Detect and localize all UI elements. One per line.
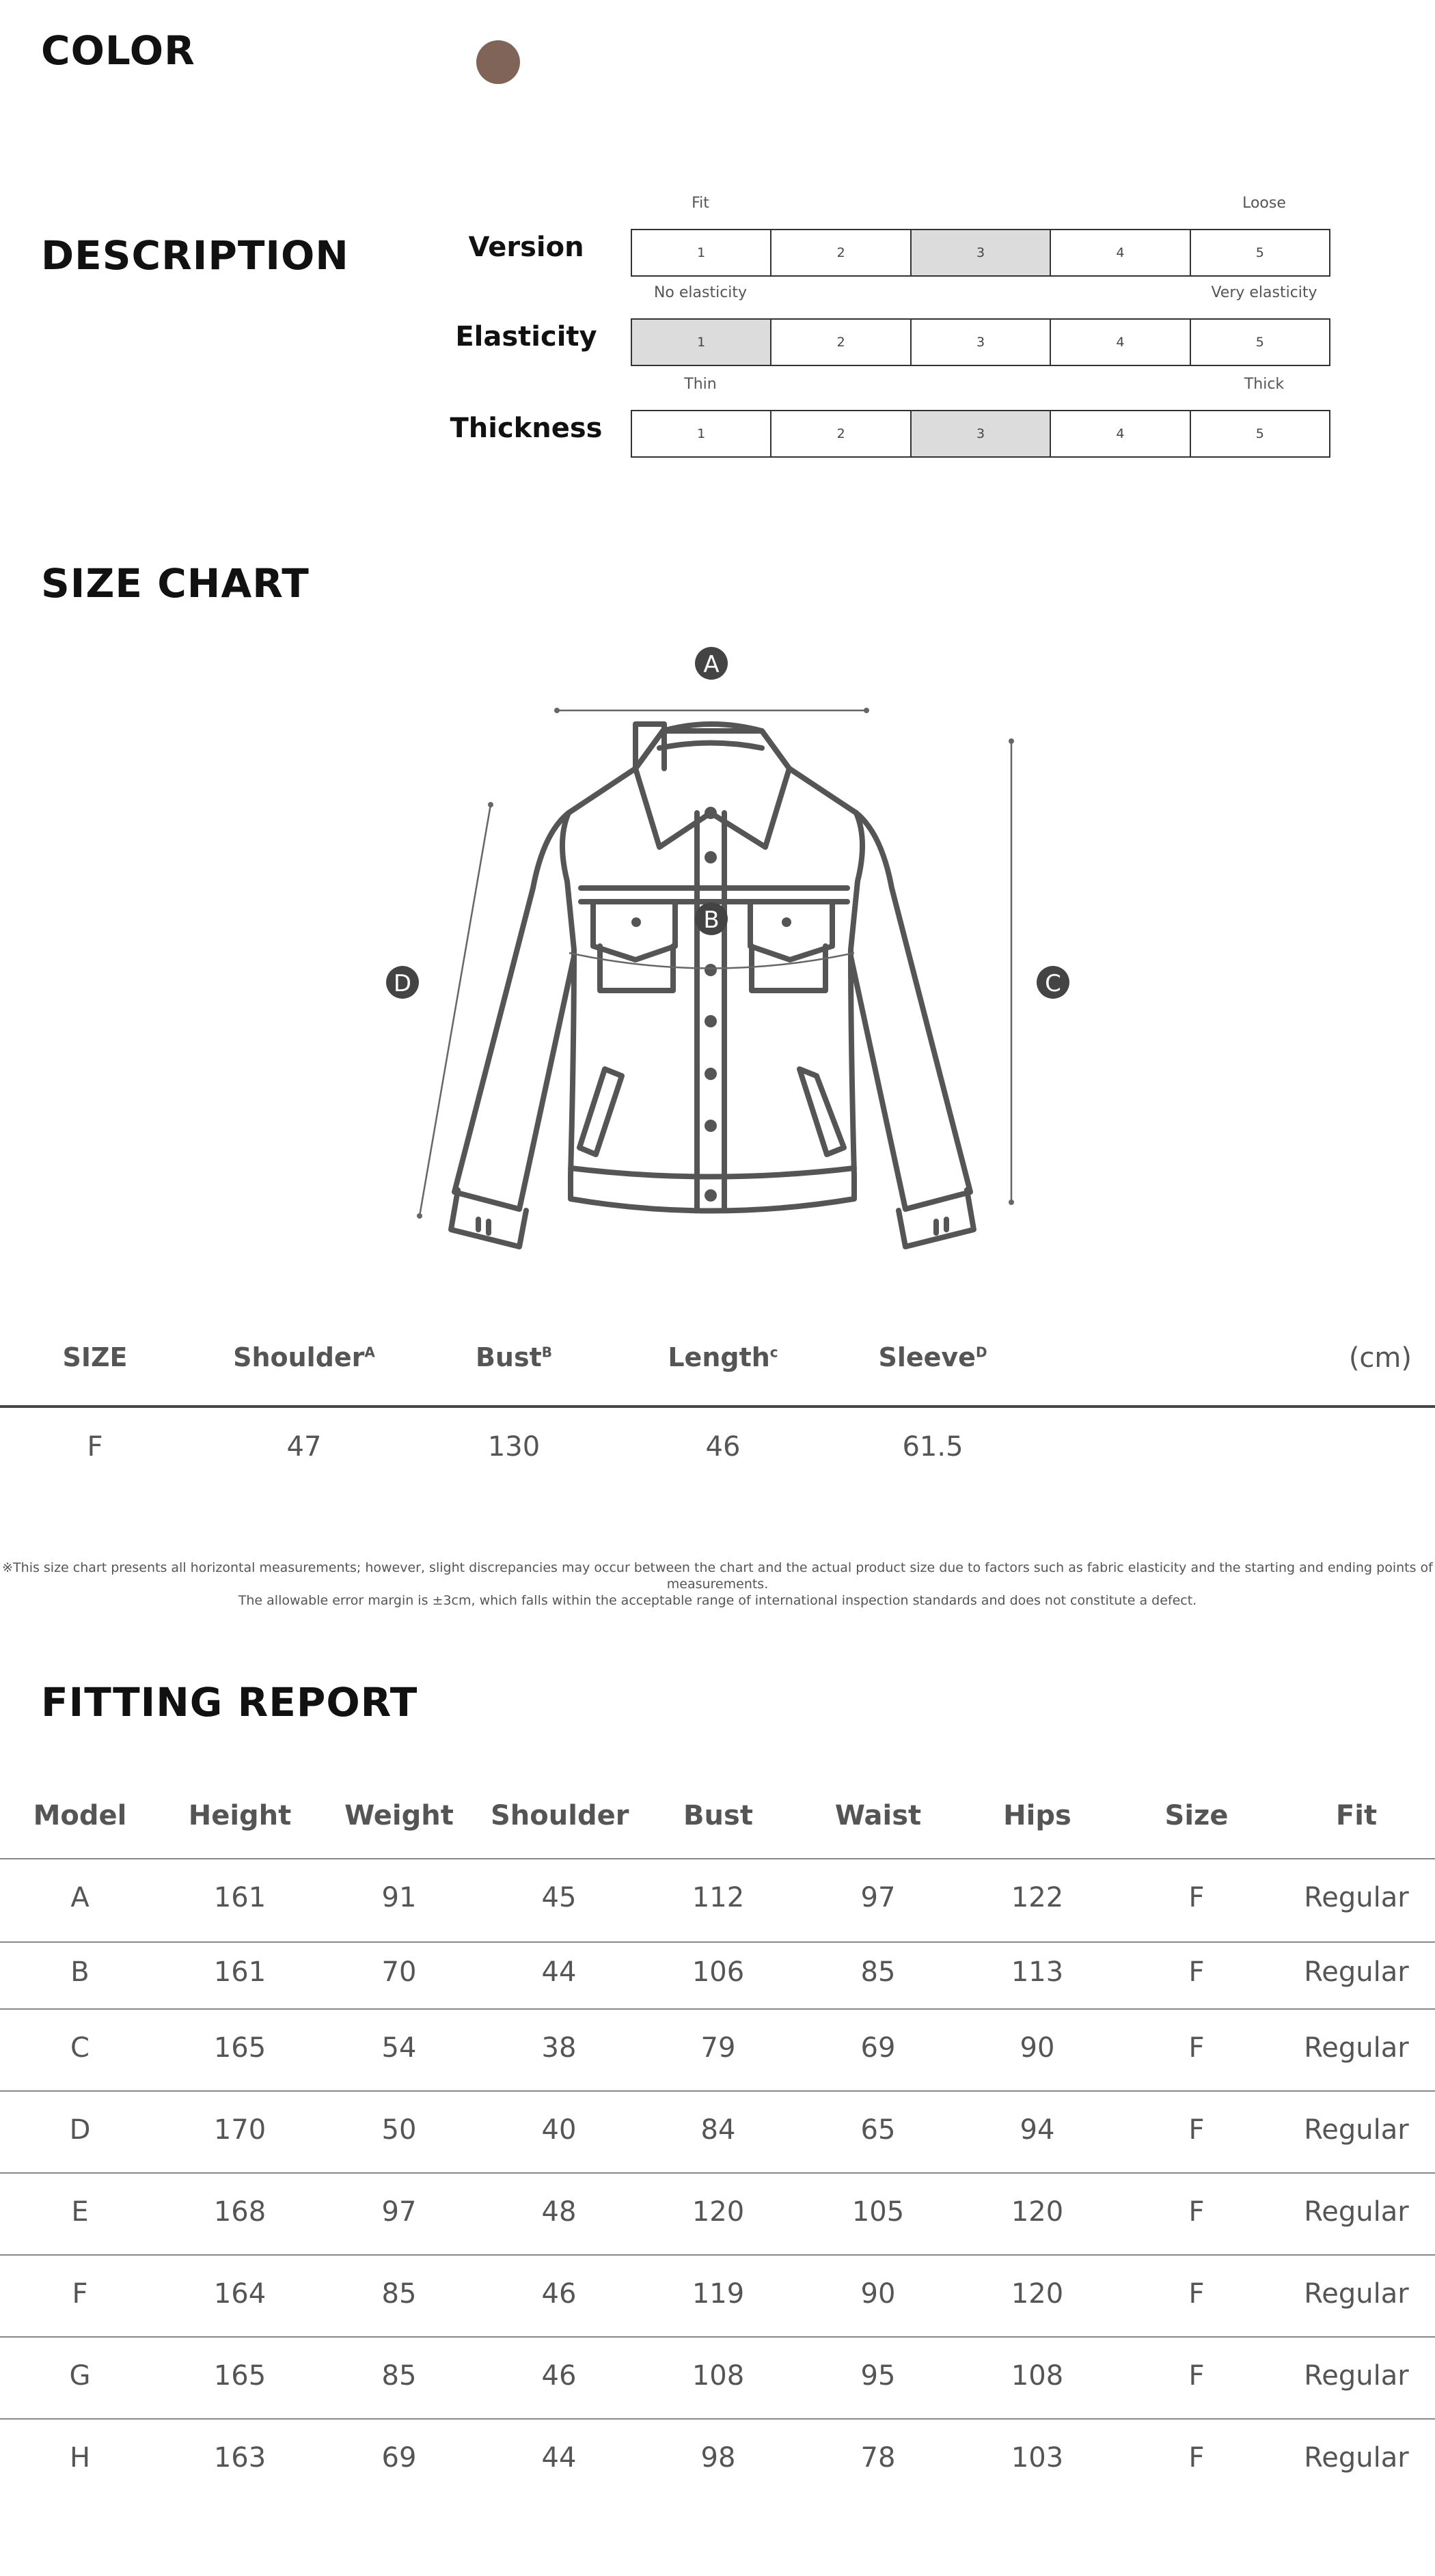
size-col-bust	[425, 1342, 603, 1372]
fitting-cell: 50	[381, 2114, 417, 2146]
fitting-cell: 95	[860, 2360, 896, 2392]
scale-option-4[interactable]: 4	[1051, 230, 1190, 275]
size-col-marker: A	[364, 1344, 375, 1361]
fitting-row-divider	[0, 2172, 1435, 2174]
fitting-row-divider	[0, 2418, 1435, 2420]
fitting-cell: Regular	[1304, 1956, 1409, 1988]
fitting-cell: Regular	[1304, 1882, 1409, 1913]
size-col-name: Length	[668, 1342, 770, 1372]
scale-high-label: Loose	[1242, 195, 1286, 212]
size-cell: 46	[705, 1431, 741, 1463]
scale-option-1[interactable]: 1	[632, 230, 771, 275]
fitting-cell: 105	[851, 2196, 905, 2228]
fitting-cell: 161	[213, 1882, 266, 1913]
fitting-cell: 170	[213, 2114, 266, 2146]
fitting-report-title: FITTING REPORT	[41, 1679, 418, 1726]
size-cell: 130	[487, 1431, 541, 1463]
size-table-header	[0, 1342, 1435, 1397]
scale-option-5[interactable]: 5	[1255, 245, 1264, 260]
size-table-divider	[0, 1405, 1435, 1408]
fitting-cell: F	[1188, 2442, 1205, 2474]
fitting-cell: 165	[213, 2360, 266, 2392]
scale-option-2[interactable]: 2	[771, 230, 911, 275]
scale-high-label: Thick	[1244, 376, 1285, 393]
fitting-col-fit: Fit	[1335, 1800, 1378, 1831]
marker-d: D	[393, 970, 412, 997]
scale-option-3[interactable]: 3	[912, 411, 1051, 456]
fitting-cell: 165	[213, 2032, 266, 2064]
description-title: DESCRIPTION	[41, 232, 349, 279]
fitting-col-shoulder: Shoulder	[491, 1800, 629, 1831]
fitting-cell: Regular	[1304, 2032, 1409, 2064]
fitting-cell: E	[71, 2196, 89, 2228]
scale-option-4[interactable]: 4	[1051, 320, 1190, 365]
fitting-col-weight: Weight	[344, 1800, 454, 1831]
fitting-cell: 90	[1020, 2032, 1055, 2064]
size-col-name: Bust	[475, 1342, 542, 1372]
size-col-sleeve	[844, 1342, 1022, 1372]
jacket-outline	[451, 724, 974, 1247]
fitting-cell: F	[1188, 1882, 1205, 1913]
fitting-cell: 65	[860, 2114, 896, 2146]
scale-option-2[interactable]: 2	[771, 411, 911, 456]
fitting-row-divider	[0, 2008, 1435, 2010]
color-title: COLOR	[41, 27, 195, 74]
fitting-cell: 79	[700, 2032, 736, 2064]
fitting-row-divider	[0, 2336, 1435, 2338]
scale-low-label: No elasticity	[653, 284, 748, 301]
size-col-name: SIZE	[62, 1342, 128, 1372]
fitting-row-divider	[0, 1941, 1435, 1943]
fitting-col-model: Model	[33, 1800, 127, 1831]
fitting-cell: A	[70, 1882, 90, 1913]
fitting-cell: F	[1188, 2114, 1205, 2146]
fitting-cell: 78	[860, 2442, 896, 2474]
fitting-cell: F	[1188, 2278, 1205, 2310]
fitting-cell: 90	[860, 2278, 896, 2310]
fitting-cell: 94	[1020, 2114, 1055, 2146]
fitting-cell: D	[69, 2114, 91, 2146]
fitting-cell: 106	[692, 1956, 745, 1988]
fitting-row-divider	[0, 1858, 1435, 1859]
fitting-cell: 161	[213, 1956, 266, 1988]
scale-option-3[interactable]: 3	[912, 230, 1051, 275]
size-cell: F	[87, 1431, 103, 1463]
size-note-line1: ※This size chart presents all horizontal measurements; however, slight discrepancies may occur between the chart and the actual product size due to factors such as fabric elasticity and the starting and ending points of measurements.	[2, 1560, 1433, 1592]
fitting-row-divider	[0, 2254, 1435, 2256]
size-note	[0, 1560, 1435, 1609]
scale-option-3[interactable]: 3	[912, 320, 1051, 365]
fitting-cell: Regular	[1304, 2114, 1409, 2146]
fitting-cell: 44	[541, 1956, 577, 1988]
scale-option-4[interactable]: 4	[1051, 411, 1190, 456]
fitting-cell: 103	[1011, 2442, 1064, 2474]
fitting-cell: F	[1188, 2360, 1205, 2392]
fitting-cell: 164	[213, 2278, 266, 2310]
fitting-cell: Regular	[1304, 2442, 1409, 2474]
jacket-buttons	[631, 807, 791, 1202]
size-col-marker: c	[769, 1344, 778, 1361]
scale-low-label: Fit	[692, 195, 709, 212]
size-col-size	[6, 1342, 184, 1372]
fitting-cell: 85	[381, 2278, 417, 2310]
fitting-cell: Regular	[1304, 2278, 1409, 2310]
size-col-length	[634, 1342, 812, 1372]
fitting-cell: 85	[381, 2360, 417, 2392]
fitting-col-bust: Bust	[683, 1800, 753, 1831]
size-col-name: Shoulder	[233, 1342, 365, 1372]
scale-high-label: Very elasticity	[1211, 284, 1317, 301]
fitting-cell: 120	[1011, 2196, 1064, 2228]
fitting-cell: Regular	[1304, 2196, 1409, 2228]
marker-a: A	[703, 651, 720, 678]
fitting-cell: 163	[213, 2442, 266, 2474]
fitting-cell: 69	[860, 2032, 896, 2064]
fitting-cell: 108	[692, 2360, 745, 2392]
fitting-cell: 168	[213, 2196, 266, 2228]
scale-option-5[interactable]: 5	[1255, 426, 1264, 441]
size-col-marker: D	[975, 1344, 987, 1361]
fitting-cell: 45	[541, 1882, 577, 1913]
scale-label: Version	[468, 232, 584, 263]
fitting-cell: 97	[860, 1882, 896, 1913]
scale-low-label: Thin	[684, 376, 717, 393]
size-col-name: Sleeve	[878, 1342, 976, 1372]
size-cell: 47	[286, 1431, 322, 1463]
fitting-cell: F	[1188, 2196, 1205, 2228]
fitting-cell: 46	[541, 2278, 577, 2310]
size-col-shoulder	[215, 1342, 393, 1372]
fitting-cell: 98	[700, 2442, 736, 2474]
size-note-line2: The allowable error margin is ±3cm, which falls within the acceptable range of international inspection standards and does not constitute a defect.	[238, 1593, 1197, 1608]
fitting-cell: 91	[381, 1882, 417, 1913]
size-col-marker: B	[541, 1344, 553, 1361]
fitting-cell: H	[69, 2442, 91, 2474]
fitting-cell: 97	[381, 2196, 417, 2228]
fitting-cell: 112	[692, 1882, 745, 1913]
fitting-cell: F	[72, 2278, 88, 2310]
fitting-cell: 120	[692, 2196, 745, 2228]
fitting-cell: 119	[692, 2278, 745, 2310]
fitting-cell: C	[70, 2032, 90, 2064]
scale-option-1[interactable]: 1	[632, 411, 771, 456]
fitting-cell: 44	[541, 2442, 577, 2474]
fitting-cell: 46	[541, 2360, 577, 2392]
fitting-cell: B	[70, 1956, 90, 1988]
fitting-cell: 70	[381, 1956, 417, 1988]
size-unit: (cm)	[1348, 1342, 1412, 1374]
fitting-cell: 122	[1011, 1882, 1064, 1913]
fitting-cell: 85	[860, 1956, 896, 1988]
fitting-col-size: Size	[1164, 1800, 1229, 1831]
fitting-cell: F	[1188, 2032, 1205, 2064]
fitting-col-waist: Waist	[834, 1800, 922, 1831]
fitting-cell: 38	[541, 2032, 577, 2064]
fitting-cell: 40	[541, 2114, 577, 2146]
fitting-cell: 108	[1011, 2360, 1064, 2392]
fitting-col-hips: Hips	[1003, 1800, 1071, 1831]
fitting-cell: Regular	[1304, 2360, 1409, 2392]
scale-option-1[interactable]: 1	[632, 320, 771, 365]
measurement-lines	[420, 710, 1011, 1216]
fitting-row-divider	[0, 2090, 1435, 2092]
marker-c: C	[1045, 970, 1061, 997]
scale-option-5[interactable]: 5	[1255, 335, 1264, 350]
marker-b: B	[703, 906, 720, 934]
size-chart-title: SIZE CHART	[41, 560, 310, 607]
fitting-cell: 69	[381, 2442, 417, 2474]
fitting-cell: G	[69, 2360, 91, 2392]
scale-label: Elasticity	[455, 321, 597, 352]
fitting-cell: F	[1188, 1956, 1205, 1988]
scale-label: Thickness	[450, 413, 603, 444]
measurement-arrowheads	[417, 708, 1014, 1219]
fitting-cell: 48	[541, 2196, 577, 2228]
size-cell: 61.5	[902, 1431, 964, 1463]
size-row	[0, 1431, 1435, 1486]
fitting-cell: 84	[700, 2114, 736, 2146]
fitting-cell: 54	[381, 2032, 417, 2064]
scale-option-2[interactable]: 2	[771, 320, 911, 365]
fitting-col-height: Height	[188, 1800, 292, 1831]
fitting-cell: 113	[1011, 1956, 1064, 1988]
fitting-cell: 120	[1011, 2278, 1064, 2310]
